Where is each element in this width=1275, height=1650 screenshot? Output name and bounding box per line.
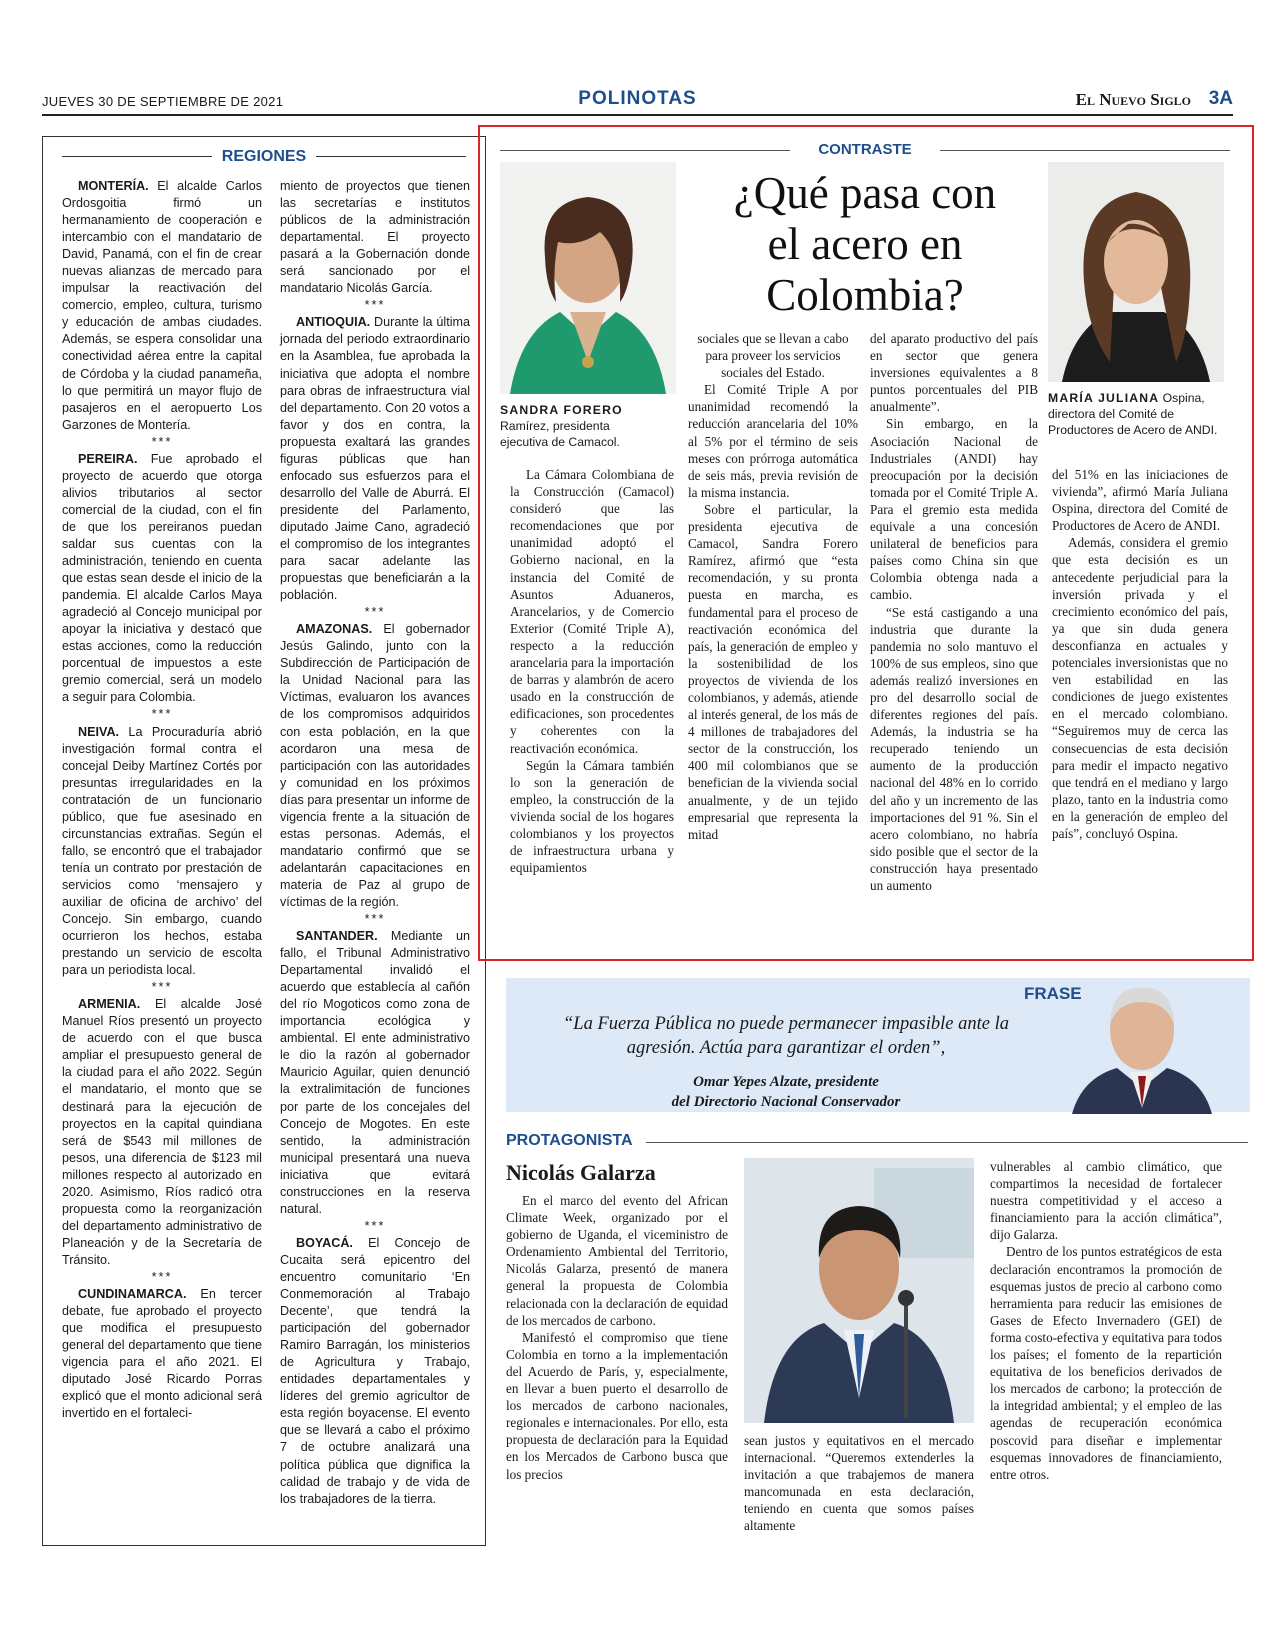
separator: *** — [151, 707, 173, 722]
paragraph: El Comité Triple A por unanimidad recomendó la reducción arancelaria del 10% al 5% por el término de seis meses con prórroga automática de seis más, previa revisión de la misma instancia. — [688, 382, 858, 500]
paragraph: En el marco del evento del African Climate Week, organizado por el gobierno de Uganda, el viceministro de Ordenamiento Ambiental del Territorio, Nicolás Galarza, presentó de manera general la propuesta de Colombia relacionada con la declaración de equidad de los mercados de carbono. — [506, 1193, 728, 1328]
section-name: POLINOTAS — [578, 88, 697, 109]
protagonista-column-2 — [744, 1432, 974, 1535]
news-brief — [280, 314, 470, 604]
maria-juliana-ospina-photo — [1048, 162, 1224, 382]
omar-yepes-photo — [1062, 968, 1222, 1114]
caption-text: Ramírez, presidenta ejecutiva de Camacol. — [500, 419, 620, 449]
brief-city: PEREIRA. — [78, 451, 138, 466]
protagonista-name: Nicolás Galarza — [506, 1160, 656, 1185]
news-brief — [280, 621, 470, 911]
quote-author-2: del Directorio Nacional Conservador — [671, 1094, 901, 1110]
frase-quote — [516, 1012, 1056, 1112]
paragraph: Manifestó el compromiso que tiene Colombia en torno a la implementación del Acuerdo de París, y, especialmente, en llevar a buen puerto el desarrollo de los mercados de carbono nacionales, regionales e internacionales. Por ello, esta propuesta de declaración para la Equidad en los Mercados de Carbono busca que los precios — [506, 1329, 728, 1482]
contraste-tag-row — [500, 141, 1230, 158]
contraste-col2-lead: sociales que se llevan a cabo para proveer los servicios sociales del Estado. — [697, 331, 849, 381]
quote-line-1: “La Fuerza Pública no puede permanecer impasible ante la — [563, 1014, 1009, 1034]
brief-city: NEIVA. — [78, 724, 120, 739]
protagonista-column-1 — [506, 1192, 728, 1483]
brief-text: En tercer debate, fue aprobado el proyecto que modifica el presupuesto general del departamento que tiene vigencia para el año 2021. El diputado José Ricardo Porras explicó que el monto adicional será invertido en el fortaleci- — [62, 1287, 262, 1421]
contraste-column-4 — [1052, 466, 1228, 842]
news-brief — [280, 928, 470, 1218]
separator: *** — [151, 1270, 173, 1284]
paragraph: Sin embargo, en la Asociación Nacional de Industriales (ANDI) hay preocupación por la decisión tomada por el Comité Triple A. Para el gremio esta medida equivale a una concesión unilateral de beneficios para países como China sin que Colombia obtenga nada a cambio. — [870, 416, 1038, 603]
news-brief — [62, 1286, 262, 1422]
page-number: 3A — [1208, 88, 1233, 109]
brief-text: La Procuraduría abrió investigación formal contra el concejal Deiby Martínez Cortés por presuntas irregularidades en la contratación de un funcionario público, que fue asesinado en circunstancias extrañas. Según el fallo, se encontró que el trabajador tenía un contrato por prestación de servicios como ‘mensajero y auxiliar de oficina de archivo’ del Concejo. Sin embargo, cuando ocurrieron los hechos, estaba prestando un servicio de escolta para un periodista local. — [62, 724, 262, 978]
separator: *** — [364, 1218, 386, 1233]
paragraph: Dentro de los puntos estratégicos de esta declaración encontramos la promoción de esquemas justos de precio al carbono como herramienta para reducir las emisiones de Gases de Efecto Invernadero (GEI) de forma costo-efectiva y equitativa para todos los países; el fomento de la repartición equitativa de los beneficios derivados de los mercados de carbono; la protección de la integridad ambiental; y el empleo de las agendas de recuperación económica poscovid para diseñar e implementar esquemas innovadores de financiamiento, entre otros. — [990, 1244, 1222, 1482]
separator: *** — [151, 434, 173, 449]
news-brief — [62, 451, 262, 707]
quote-line-2: agresión. Actúa para garantizar el orden”, — [626, 1038, 946, 1058]
brief-text: El gobernador Jesús Galindo, junto con la Subdirección de Participación de la Unidad Nacional para las Víctimas, evaluaron los avances de los compromisos adquiridos con esta población, en la que acordaron una mesa de participación con las autoridades y comunidad en los próximos días para presentar un informe de vigencia frente a la situación de estas personas. Además, el mandatario confirmó que se adelantarán capacitaciones en materia de Paz al grupo de víctimas de la región. — [280, 622, 470, 909]
brief-city: SANTANDER. — [296, 929, 378, 944]
contraste-column-2 — [688, 330, 858, 843]
maria-juliana-caption — [1048, 390, 1228, 438]
protagonista-tag: PROTAGONISTA — [506, 1132, 633, 1149]
regiones-title: REGIONES — [44, 148, 484, 166]
separator: *** — [364, 298, 386, 313]
contraste-column-1 — [510, 466, 674, 876]
brief-text: Durante la última jornada del periodo extraordinario en la Asamblea, fue aprobada la iniciativa que adopta el nombre para obras de infraestructura vial del departamento. Con 20 votos a favor y dos en contra, la propuesta exaltará las grandes figuras públicas que han enfocado sus esfuerzos para el desarrollo del Valle de Aburrá. El presidente del Parlamento, diputado Jaime Cano, agradeció el compromiso de los integrantes para sacar adelante las propuestas que beneficiarán a la población. — [280, 315, 470, 603]
protagonista-col3-lead: vulnerables al cambio climático, que compartimos la necesidad de fortalecer nuestra competitividad y el acceso a financiamiento para la acción climática”, dijo Galarza. — [990, 1159, 1222, 1243]
page-header — [42, 88, 1233, 116]
paragraph: “Se está castigando a una industria que durante la pandemia no solo mantuvo el 100% de sus empleos, sino que además realizó inversiones en pro del desarrollo social de diferentes regiones del país. Además, la industria se ha recuperado teniendo un aumento de la producción nacional del 48% en lo corrido del año y un incremento de las importaciones del 91 %. Sin el acero colombiano, no habría sido posible que el sector de la construcción haya presentado un aumento — [870, 604, 1038, 893]
separator: *** — [151, 980, 173, 995]
brief-city: CUNDINAMARCA. — [78, 1287, 187, 1302]
brief-city: ARMENIA. — [78, 997, 141, 1012]
contraste-tag: CONTRASTE — [818, 141, 912, 158]
news-brief — [62, 178, 262, 434]
brief-city: AMAZONAS. — [296, 622, 373, 637]
newspaper-name: El Nuevo Siglo — [1075, 90, 1191, 109]
caption-name: MARÍA JULIANA — [1048, 391, 1160, 405]
brief-text: Fue aprobado el proyecto de acuerdo que otorga alivios tributarios al sector comercial de la ciudad, con el fin de que los pereiranos puedan saldar sus cuentas con la administración, teniendo en cuenta que estas sean desde el inicio de la pandemia. El alcalde Carlos Maya agradeció al Concejo municipal por apoyar la iniciativa y destacó que estas acciones, como la reducción porcentual de impuestos a este gremio comercial, será un modelo a seguir para Colombia. — [62, 451, 262, 705]
brief-city: BOYACÁ. — [296, 1235, 353, 1250]
brief-text: El Concejo de Cucaita será epicentro del encuentro comunitario ‘En Conmemoración al Trabajo Decente’, que tendrá la participación del gobernador Ramiro Barragán, los ministerios de Agricultura y Trabajo, entidades departamentales y líderes del gremio agricultor de esta región boyacense. El evento que se llevará a cabo el próximo 7 de octubre analizará una política pública que dignifica la calidad de trabajo y de vida de los trabajadores de la tierra. — [280, 1235, 470, 1506]
separator: *** — [364, 605, 386, 620]
regiones-column-1 — [62, 178, 262, 1422]
paragraph: Además, considera el gremio que esta decisión es un antecedente perjudicial para la inversión privada y el crecimiento económico del país, ya que sin duda genera desconfianza en actuales y potenciales inversionistas que no ven estabilidad en las condiciones de juego existentes en el mercado colombiano. “Seguiremos muy de cerca las consecuencias de esta decisión para medir el impacto negativo que tendrá en el mediano y largo plazo, tanto en la industria como en la generación de empleo del país”, concluyó Ospina. — [1052, 535, 1228, 841]
brief-text: El alcalde Carlos Ordosgoitia firmó un hermanamiento de cooperación e intercambio con el mandatario de David, Panamá, con el fin de crear nuevas alianzas de mercado para impulsar la reactivación del comercio, empleo, cultura, turismo y educación de ambas ciudades. Además, se espera consolidar una conectividad aérea entre la capital de Córdoba y la ciudad panameña, lo que permitirá un mayor flujo de pasajeros en el aeropuerto Los Garzones de Montería. — [62, 179, 262, 432]
brief-text: Mediante un fallo, el Tribunal Administrativo Departamental invalidó el acuerdo que establecía al cañón del río Mogoticos como zona de importancia ecológica y ambiental. El ente administrativo le dio la razón al gobernador Mauricio Aguilar, quien denunció la extralimitación de funciones por parte de los concejales del Concejo de Mogotes. En este sentido, la administración municipal presentará una nueva iniciativa que evitará construcciones en la reserva natural. — [280, 929, 470, 1216]
sandra-forero-photo — [500, 162, 676, 394]
contraste-col3-lead: del aparato productivo del país en sector que genera inversiones equivalentes a 8 puntos porcentuales del PIB anualmente”. — [870, 331, 1038, 415]
caption-text: Ospina, directora del Comité de Productores de Acero de ANDI. — [1048, 391, 1218, 437]
brief-city: ANTIOQUIA. — [296, 315, 371, 330]
caption-name: SANDRA FORERO — [500, 403, 623, 417]
regiones-col2-lead: miento de proyectos que tienen las secretarías e institutos públicos de la administración departamental. El proyecto pasará a la Gobernación donde será sancionado por el mandatario Nicolás García. — [280, 179, 470, 296]
news-brief — [280, 1235, 470, 1508]
protagonista-col2-lead: sean justos y equitativos en el mercado internacional. “Queremos extenderles la invitación a que trabajemos de manera mancomunada en esta declaración, teniendo en cuenta que somos países altamente — [744, 1433, 974, 1534]
separator: *** — [364, 912, 386, 927]
sandra-forero-caption — [500, 402, 650, 450]
news-brief — [62, 724, 262, 980]
news-brief — [62, 996, 262, 1269]
contraste-column-3 — [870, 330, 1038, 894]
regiones-column-2 — [280, 178, 470, 1508]
protagonista-column-3 — [990, 1158, 1222, 1483]
paragraph: Sobre el particular, la presidenta ejecutiva de Camacol, Sandra Forero Ramírez, afirmó que “esta recomendación, y su pronta puesta en marcha, es fundamental para el proceso de reactivación económica del país, la generación de empleo y la sostenibilidad de los proyectos de vivienda de los colombianos, y además, atiende al interés general, de los más de 4 millones de trabajadores del sector de la construcción, los 400 mil colombianos que se benefician de la vivienda social anualmente, y de un tejido empresarial que representa la mitad — [688, 501, 858, 842]
paragraph: La Cámara Colombiana de la Construcción (Camacol) consideró que las recomendaciones que por unanimidad adoptó el Gobierno nacional, en la instancia del Comité de Asuntos Aduaneros, Arancelarios, y de Comercio Exterior (Comité Triple A), respecto a la reducción arancelaria para la importación de barras y alambrón de acero usado en la construcción de edificaciones, son procedentes y coherentes con la reactivación económica. — [510, 467, 674, 756]
contraste-headline: ¿Qué pasa con el acero en Colombia? — [733, 168, 997, 320]
frase-tag: FRASE — [1024, 984, 1082, 1003]
issue-date: JUEVES 30 DE SEPTIEMBRE DE 2021 — [42, 94, 284, 109]
paragraph: Según la Cámara también lo son la generación de empleo, la construcción de la vivienda social de los hogares colombianos y los proyectos de infraestructura urbana y equipamientos — [510, 757, 674, 876]
brief-city: MONTERÍA. — [78, 179, 149, 193]
brief-text: El alcalde José Manuel Ríos presentó un proyecto de acuerdo con el que busca ampliar el presupuesto general de la ciudad para el año 2022. Según el mandatario, el monto que se destinará para la ejecución de proyectos en la capital quindiana será de $543 mil millones de pesos, una diferencia de $123 mil millones respecto al autorizado en 2020. Asimismo, Ríos radicó otra propuesta como la reorganización del departamento administrativo de Planeación y de la Secretaría de Tránsito. — [62, 997, 262, 1267]
nicolas-galarza-photo — [744, 1158, 974, 1423]
contraste-col4-lead: del 51% en las iniciaciones de vivienda”, afirmó María Juliana Ospina, directora del Comité de Productores de Acero de ANDI. — [1052, 467, 1228, 534]
quote-author-1: Omar Yepes Alzate, presidente — [693, 1074, 879, 1090]
